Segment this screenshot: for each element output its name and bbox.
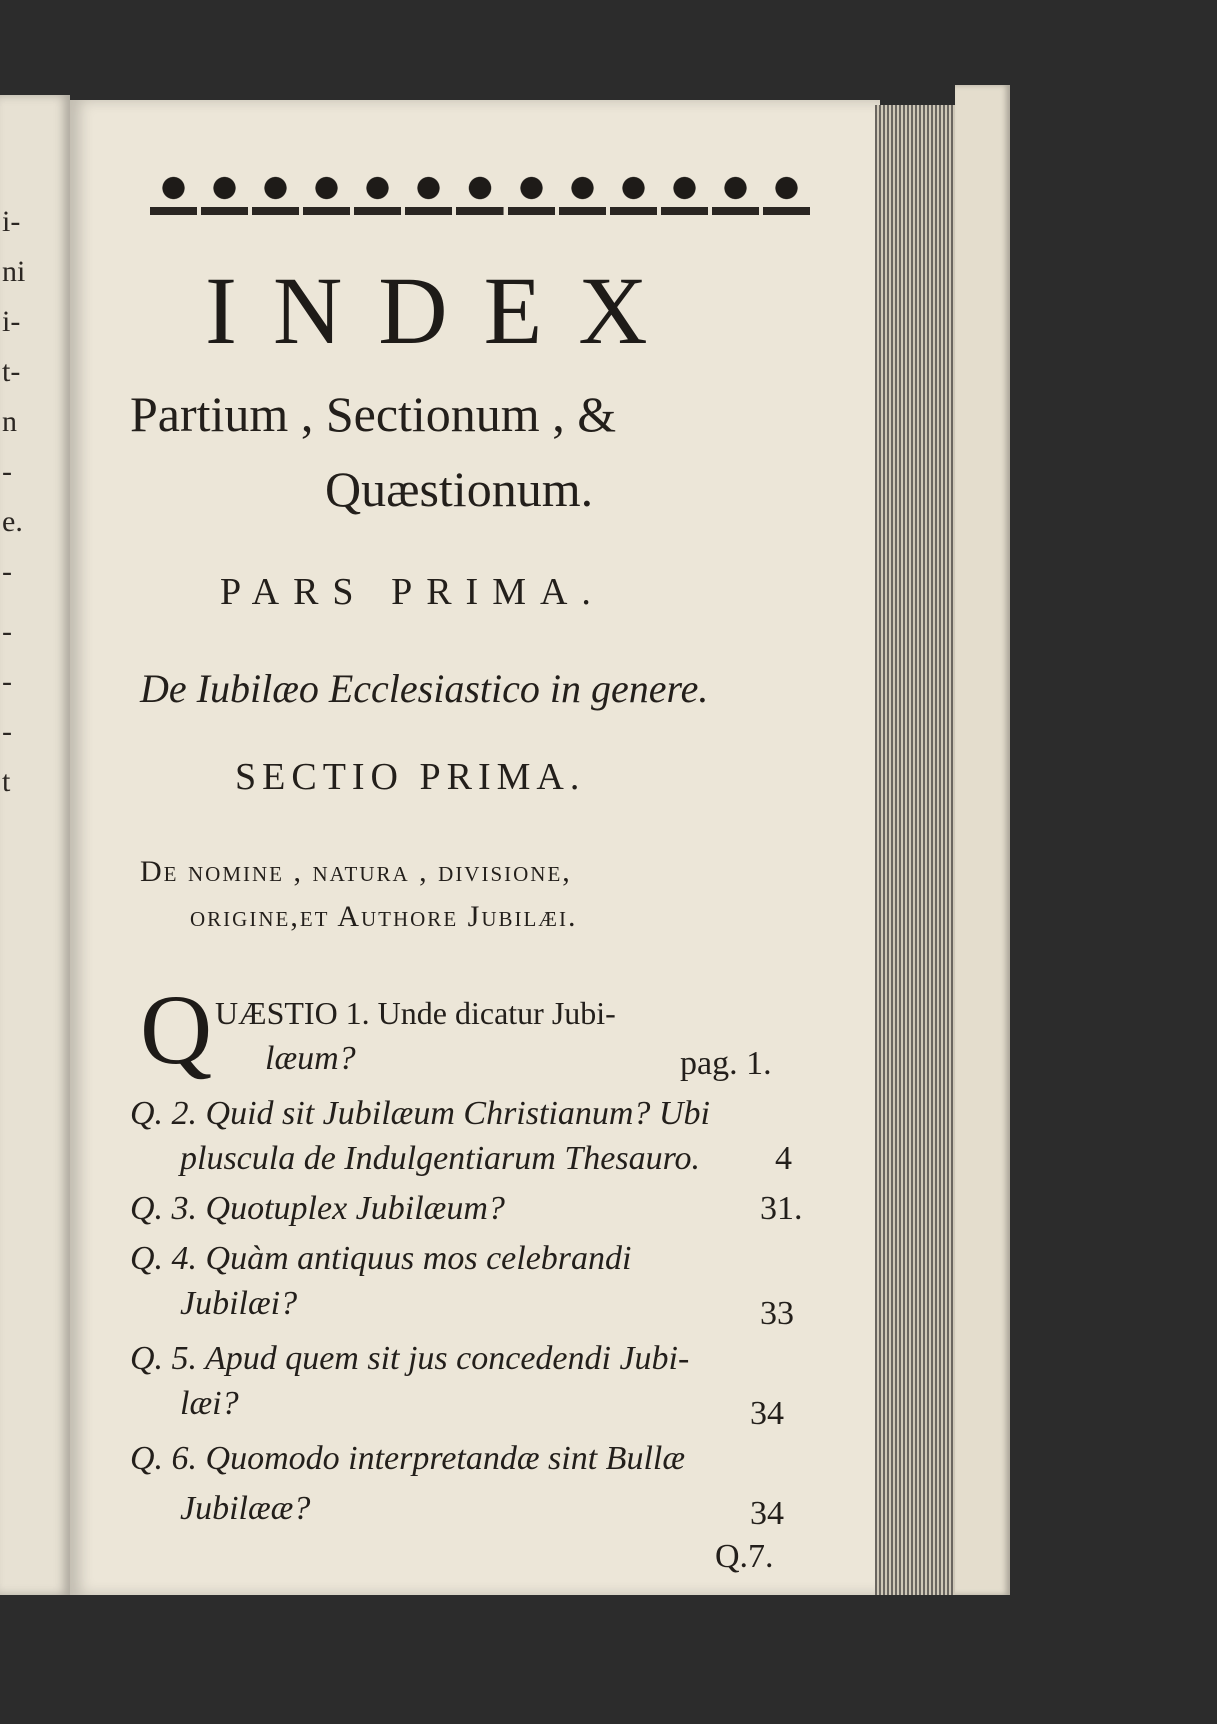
section-description-line-2: origine,et Authore Jubilæi. xyxy=(190,900,578,933)
entry-5-line-1: Q. 5. Apud quem sit jus concedendi Jubi- xyxy=(130,1340,690,1377)
left-fragment: ni xyxy=(2,255,26,288)
left-fragment: n xyxy=(2,405,17,438)
pars-heading: PARS PRIMA. xyxy=(220,571,605,613)
entry-4-line-2: Jubilæi? xyxy=(180,1285,298,1322)
entry-5-page: 34 xyxy=(750,1395,784,1432)
left-fragment: - xyxy=(2,715,12,748)
subtitle-line-1: Partium , Sectionum , & xyxy=(130,386,617,442)
sectio-heading: SECTIO PRIMA. xyxy=(235,756,586,798)
ornament-unit xyxy=(559,170,606,215)
left-fragment: - xyxy=(2,615,12,648)
left-fragment: e. xyxy=(2,505,23,538)
entry-3-page: 31. xyxy=(760,1190,803,1227)
ornament-unit xyxy=(354,170,401,215)
entry-1-line-2: læum? xyxy=(265,1040,356,1077)
ornament-unit xyxy=(405,170,452,215)
ornament-unit xyxy=(456,170,503,215)
left-fragment: i- xyxy=(2,305,21,338)
entry-3-line-1: Q. 3. Quotuplex Jubilæum? xyxy=(130,1190,505,1227)
ornament-unit xyxy=(150,170,197,215)
ornament-unit xyxy=(610,170,657,215)
entry-6-line-2: Jubilææ? xyxy=(180,1490,311,1527)
page-edges xyxy=(875,105,955,1595)
left-fragment: i- xyxy=(2,205,21,238)
left-page xyxy=(0,95,70,1595)
entry-1-page: pag. 1. xyxy=(680,1045,772,1082)
section-description-line-1: De nomine , natura , divisione, xyxy=(140,855,572,888)
drop-cap: Q xyxy=(140,974,213,1085)
left-fragment: - xyxy=(2,665,12,698)
left-fragment: - xyxy=(2,555,12,588)
ornament-unit xyxy=(712,170,759,215)
printer-ornament xyxy=(150,170,810,215)
ornament-unit xyxy=(508,170,555,215)
catchword: Q.7. xyxy=(715,1538,774,1575)
de-jubilaeo-heading: De Iubilæo Ecclesiastico in genere. xyxy=(140,666,709,711)
ornament-unit xyxy=(763,170,810,215)
ornament-unit xyxy=(252,170,299,215)
entry-6-line-1: Q. 6. Quomodo interpretandæ sint Bullæ xyxy=(130,1440,686,1477)
subtitle-line-2: Quæstionum. xyxy=(325,461,594,517)
left-fragment: t xyxy=(2,765,11,798)
left-fragment: t- xyxy=(2,355,21,388)
left-fragment: - xyxy=(2,455,12,488)
entry-5-line-2: læi? xyxy=(180,1385,239,1422)
entry-6-page: 34 xyxy=(750,1495,784,1532)
book-cover xyxy=(955,85,1010,1595)
entry-4-page: 33 xyxy=(760,1295,794,1332)
entry-4-line-1: Q. 4. Quàm antiquus mos celebrandi xyxy=(130,1240,632,1277)
ornament-unit xyxy=(201,170,248,215)
page-title: INDEX xyxy=(205,257,684,364)
entry-2-page: 4 xyxy=(775,1140,792,1177)
entry-2-line-2: pluscula de Indulgentiarum Thesauro. xyxy=(180,1140,701,1177)
entry-2-line-1: Q. 2. Quid sit Jubilæum Christianum? Ubi xyxy=(130,1095,710,1132)
ornament-unit xyxy=(303,170,350,215)
ornament-unit xyxy=(661,170,708,215)
entry-1-line-1: UÆSTIO 1. Unde dicatur Jubi- xyxy=(215,995,616,1031)
